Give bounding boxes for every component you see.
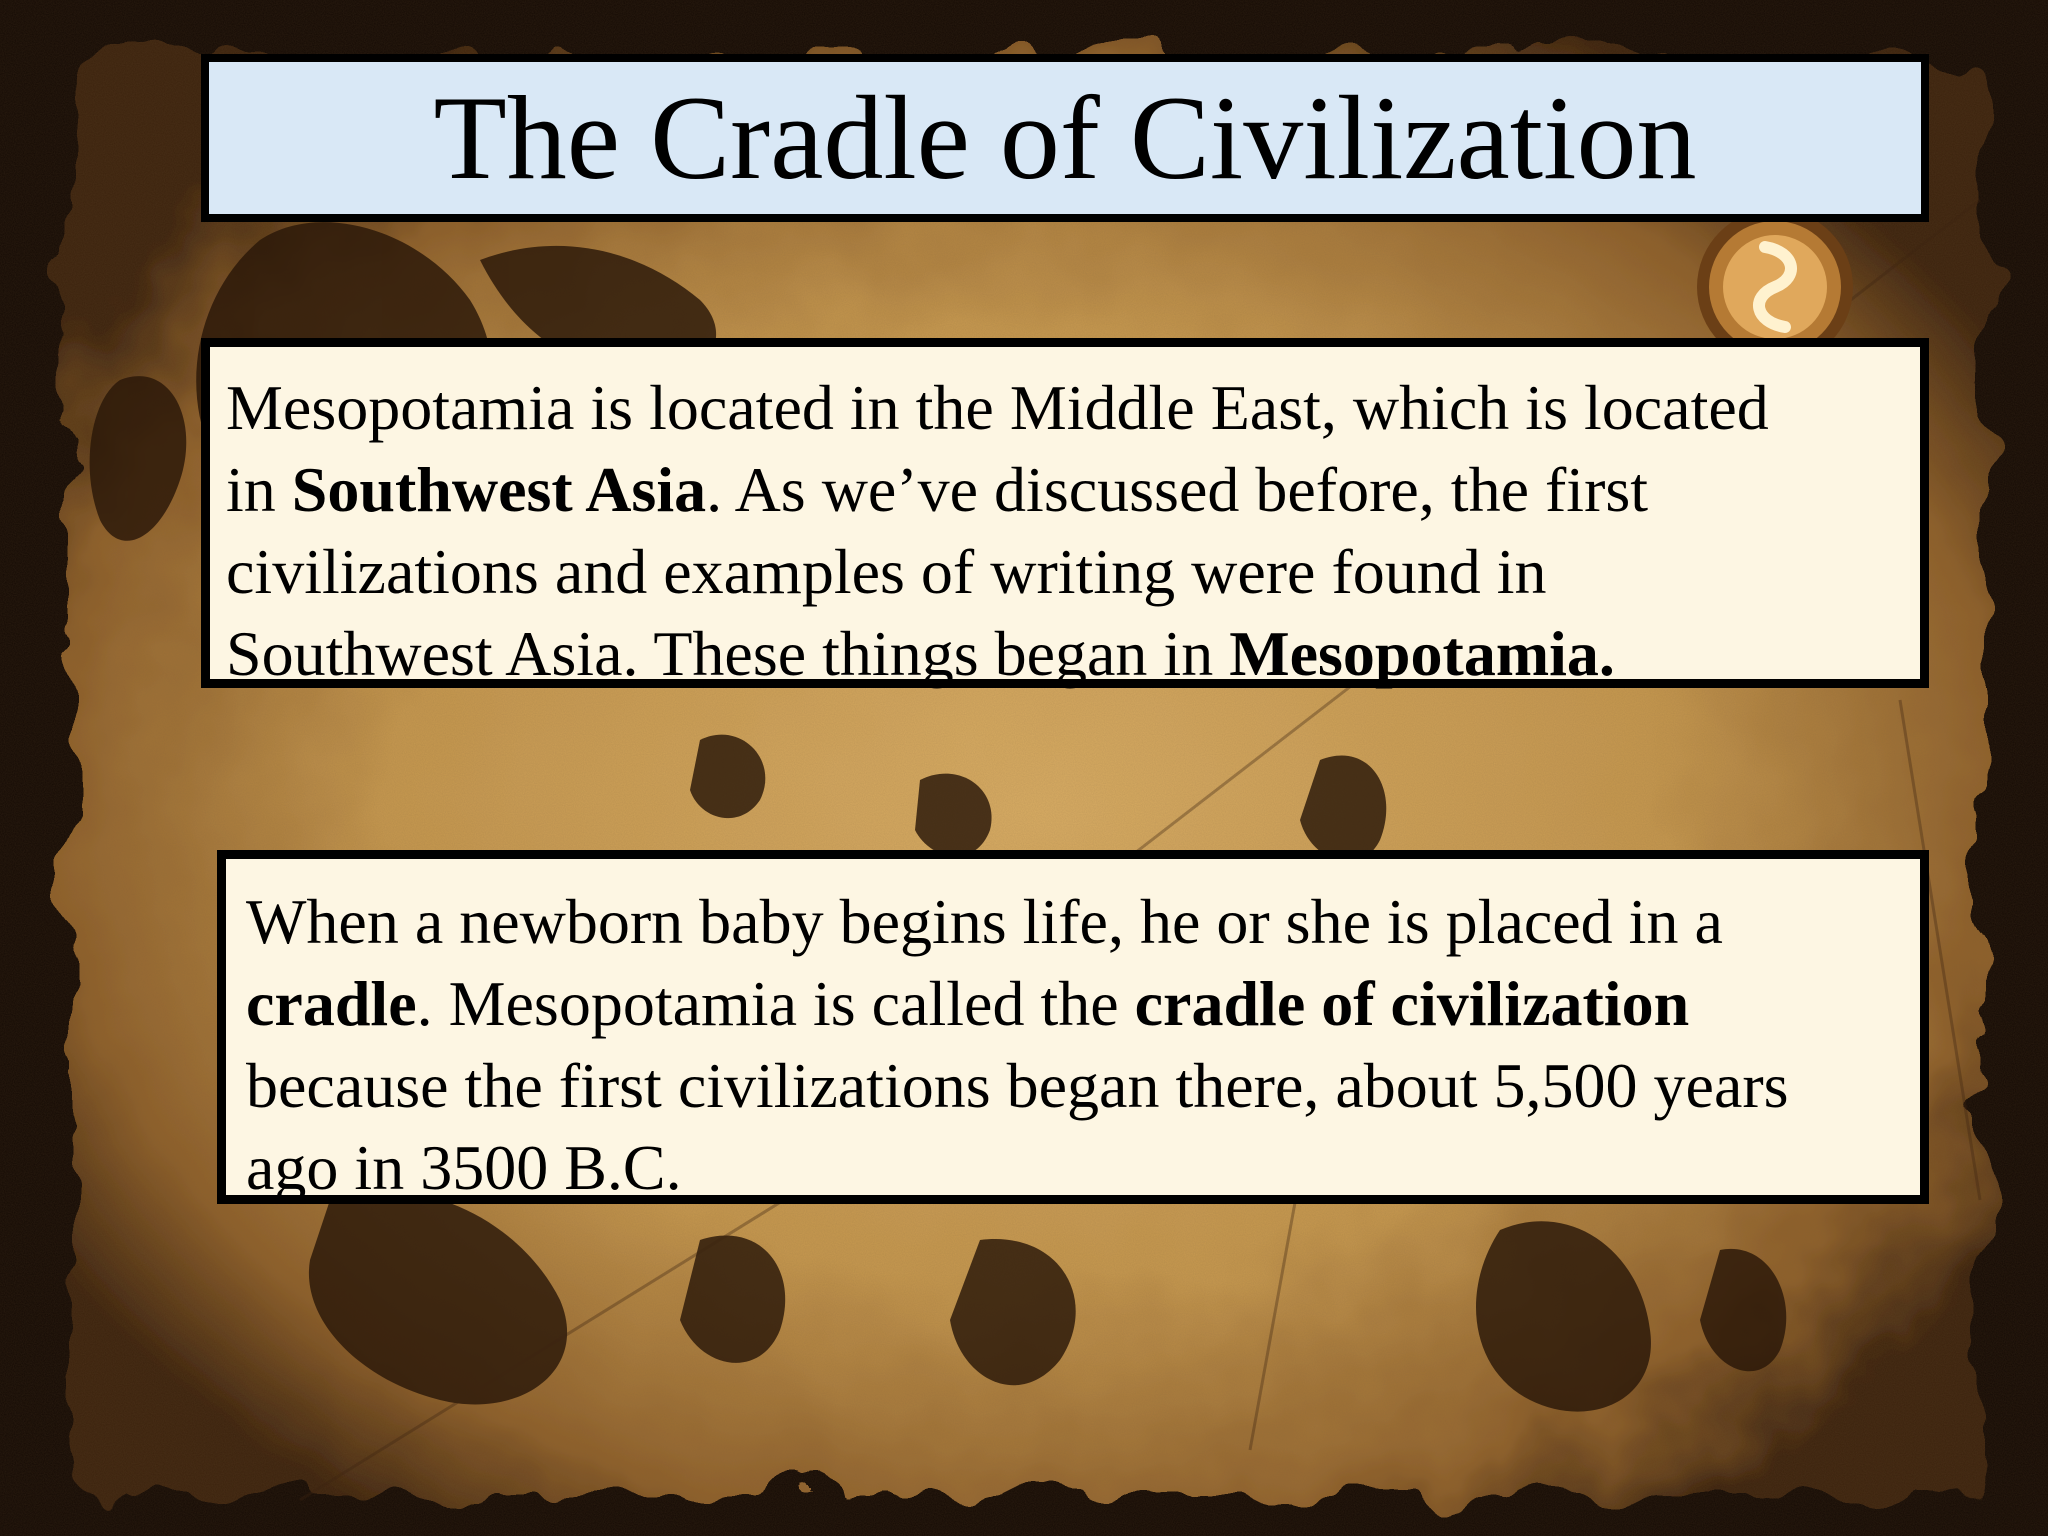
paragraph-box-mesopotamia-location: [201, 338, 1929, 688]
title-box: [201, 54, 1929, 222]
bold-text: Mesopotamia.: [1229, 618, 1615, 689]
body-text: civilizations and examples of writing were found in: [226, 536, 1547, 607]
slide-title: The Cradle of Civilization: [433, 71, 1697, 204]
paragraph-line: [246, 1045, 1906, 1127]
body-text: in: [226, 454, 292, 525]
paragraph-line: [226, 613, 1906, 695]
body-text: ago in 3500 B.C.: [246, 1132, 682, 1203]
paragraph-box-cradle-definition: [217, 850, 1929, 1204]
paragraph-line: [246, 963, 1906, 1045]
paragraph-line: [226, 449, 1906, 531]
body-text: Southwest Asia. These things began in: [226, 618, 1230, 689]
body-text: . Mesopotamia is called the: [416, 968, 1135, 1039]
paragraph-line: [226, 531, 1906, 613]
bold-text: cradle of civilization: [1134, 968, 1690, 1039]
body-text: because the first civilizations began there, about 5,500 years: [246, 1050, 1789, 1121]
paragraph-line: [246, 1127, 1906, 1209]
body-text: Mesopotamia is located in the Middle East, which is located: [226, 372, 1769, 443]
body-text: . As we’ve discussed before, the first: [706, 454, 1649, 525]
paragraph-line: [226, 367, 1906, 449]
paragraph-line: [246, 881, 1906, 963]
bold-text: Southwest Asia: [291, 454, 707, 525]
body-text: When a newborn baby begins life, he or she is placed in a: [246, 886, 1723, 957]
bold-text: cradle: [246, 968, 417, 1039]
